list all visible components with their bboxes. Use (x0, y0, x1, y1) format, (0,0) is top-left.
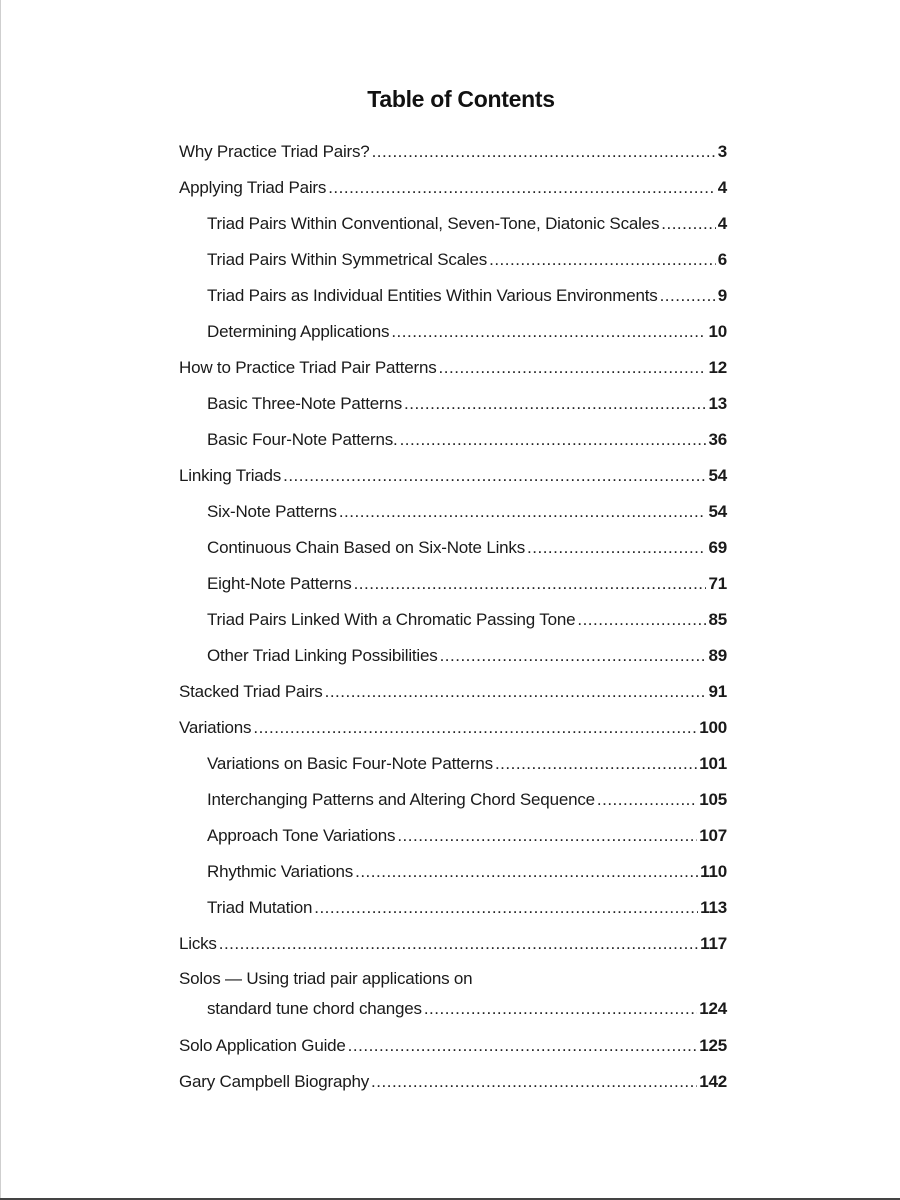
toc-entry-page-number: 125 (699, 1036, 727, 1055)
toc-entry[interactable] (179, 710, 727, 746)
dot-leader (314, 890, 698, 926)
toc-entry-title: Six-Note Patterns (207, 502, 337, 521)
toc-entry-title: Applying Triad Pairs (179, 178, 327, 197)
toc-entry[interactable] (179, 890, 727, 926)
toc-entry[interactable] (179, 242, 727, 278)
toc-entry[interactable] (179, 818, 727, 854)
toc-entry-title: Triad Pairs Linked With a Chromatic Passing Tone (207, 610, 576, 629)
dot-leader (660, 278, 716, 314)
toc-entry-title: Interchanging Patterns and Altering Chord Sequence (207, 790, 595, 809)
toc-entry[interactable] (179, 962, 727, 1028)
toc-entry[interactable] (179, 782, 727, 818)
dot-leader (348, 1028, 698, 1064)
toc-entry-page-number: 13 (708, 394, 727, 413)
toc-entry-title: Determining Applications (207, 322, 390, 341)
toc-entry-page-number: 36 (708, 430, 727, 449)
toc-entry-title: Solos — Using triad pair applications on (179, 969, 473, 988)
dot-leader (371, 1064, 697, 1100)
toc-entry[interactable] (179, 314, 727, 350)
toc-entry[interactable] (179, 1064, 727, 1100)
dot-leader (404, 386, 706, 422)
toc-entry-page-number: 107 (699, 826, 727, 845)
toc-entry-page-number: 12 (708, 358, 727, 377)
dot-leader (400, 422, 707, 458)
toc-entry[interactable] (179, 206, 727, 242)
dot-leader (577, 602, 706, 638)
toc-entry-title: Basic Four-Note Patterns. (207, 430, 398, 449)
toc-entry-title: Continuous Chain Based on Six-Note Links (207, 538, 526, 557)
page-left-edge (0, 0, 1, 1200)
toc-entry-page-number: 54 (708, 502, 727, 521)
toc-entry[interactable] (179, 566, 727, 602)
dot-leader (253, 710, 697, 746)
toc-entry[interactable] (179, 1028, 727, 1064)
toc-entry-title-continued (179, 994, 727, 1024)
toc-entry[interactable] (179, 458, 727, 494)
toc-entry-title: Variations on Basic Four-Note Patterns (207, 754, 493, 773)
toc-entry-title: Triad Pairs Within Conventional, Seven-Tone, Diatonic Scales (207, 214, 660, 233)
toc-entry-title: Triad Pairs as Individual Entities Within Various Environments (207, 286, 658, 305)
toc-entry-title: Solo Application Guide (179, 1036, 346, 1055)
toc-entry-title: Stacked Triad Pairs (179, 682, 323, 701)
toc-entry-page-number: 89 (708, 646, 727, 665)
toc-entry-title: Linking Triads (179, 466, 282, 485)
toc-entry[interactable] (179, 854, 727, 890)
dot-leader (489, 242, 716, 278)
toc-entry-title: Approach Tone Variations (207, 826, 396, 845)
toc-entry-title: Triad Pairs Within Symmetrical Scales (207, 250, 488, 269)
toc-entry-page-number: 101 (699, 754, 727, 773)
toc-entry[interactable] (179, 638, 727, 674)
toc-entry[interactable] (179, 530, 727, 566)
toc-entry[interactable] (179, 494, 727, 530)
toc-entry-page-number: 4 (717, 214, 727, 233)
toc-entry[interactable] (179, 926, 727, 962)
toc-entry-page-number: 105 (699, 790, 727, 809)
toc-entry-title: Variations (179, 718, 252, 737)
toc-entry[interactable] (179, 278, 727, 314)
toc-entry-title: Eight-Note Patterns (207, 574, 352, 593)
toc-entry[interactable] (179, 602, 727, 638)
toc-entry-page-number: 110 (700, 862, 727, 881)
toc-entry-title: Rhythmic Variations (207, 862, 354, 881)
toc-entry-page-number: 6 (717, 250, 727, 269)
toc-entry-page-number: 100 (699, 718, 727, 737)
toc-entry-page-number: 85 (708, 610, 727, 629)
toc-entry-page-number: 4 (717, 178, 727, 197)
page-title: Table of Contents (367, 86, 555, 112)
toc-entry-title: How to Practice Triad Pair Patterns (179, 358, 437, 377)
toc-entry[interactable] (179, 746, 727, 782)
toc-entry-page-number: 71 (708, 574, 727, 593)
dot-leader (440, 638, 707, 674)
dot-leader (597, 782, 697, 818)
toc-entry-title: Gary Campbell Biography (179, 1072, 370, 1091)
dot-leader (328, 170, 716, 206)
toc-entry-title: Other Triad Linking Possibilities (207, 646, 438, 665)
toc-entry-page-number: 9 (717, 286, 727, 305)
dot-leader (355, 854, 698, 890)
dot-leader (339, 494, 707, 530)
dot-leader (354, 566, 707, 602)
toc-entry-page-number: 3 (717, 142, 727, 161)
dot-leader (372, 134, 716, 170)
dot-leader (661, 206, 715, 242)
dot-leader (283, 458, 706, 494)
toc-entry-page-number: 91 (708, 682, 727, 701)
dot-leader (219, 926, 698, 962)
toc-entry[interactable] (179, 386, 727, 422)
toc-entry-page-number: 54 (708, 466, 727, 485)
table-of-contents (179, 134, 727, 1100)
toc-entry-page-number: 113 (700, 898, 727, 917)
toc-entry-page-number: 124 (699, 999, 727, 1018)
toc-entry-title: Basic Three-Note Patterns (207, 394, 402, 413)
toc-entry[interactable] (179, 134, 727, 170)
toc-entry-page-number: 117 (700, 934, 727, 953)
toc-entry-page-number: 10 (708, 322, 727, 341)
toc-entry-title: Triad Mutation (207, 898, 313, 917)
toc-entry[interactable] (179, 674, 727, 710)
toc-entry[interactable] (179, 350, 727, 386)
dot-leader (495, 746, 697, 782)
dot-leader (439, 350, 707, 386)
toc-entry-page-number: 69 (708, 538, 727, 557)
toc-entry[interactable] (179, 422, 727, 458)
toc-entry-title: Why Practice Triad Pairs? (179, 142, 370, 161)
dot-leader (527, 530, 706, 566)
toc-entry-title-line2: standard tune chord changes (207, 999, 422, 1018)
toc-entry-page-number: 142 (699, 1072, 727, 1091)
toc-entry-title: Licks (179, 934, 217, 953)
dot-leader (391, 314, 706, 350)
dot-leader (325, 674, 707, 710)
dot-leader (397, 818, 697, 854)
dot-leader (424, 994, 697, 1024)
toc-entry[interactable] (179, 170, 727, 206)
